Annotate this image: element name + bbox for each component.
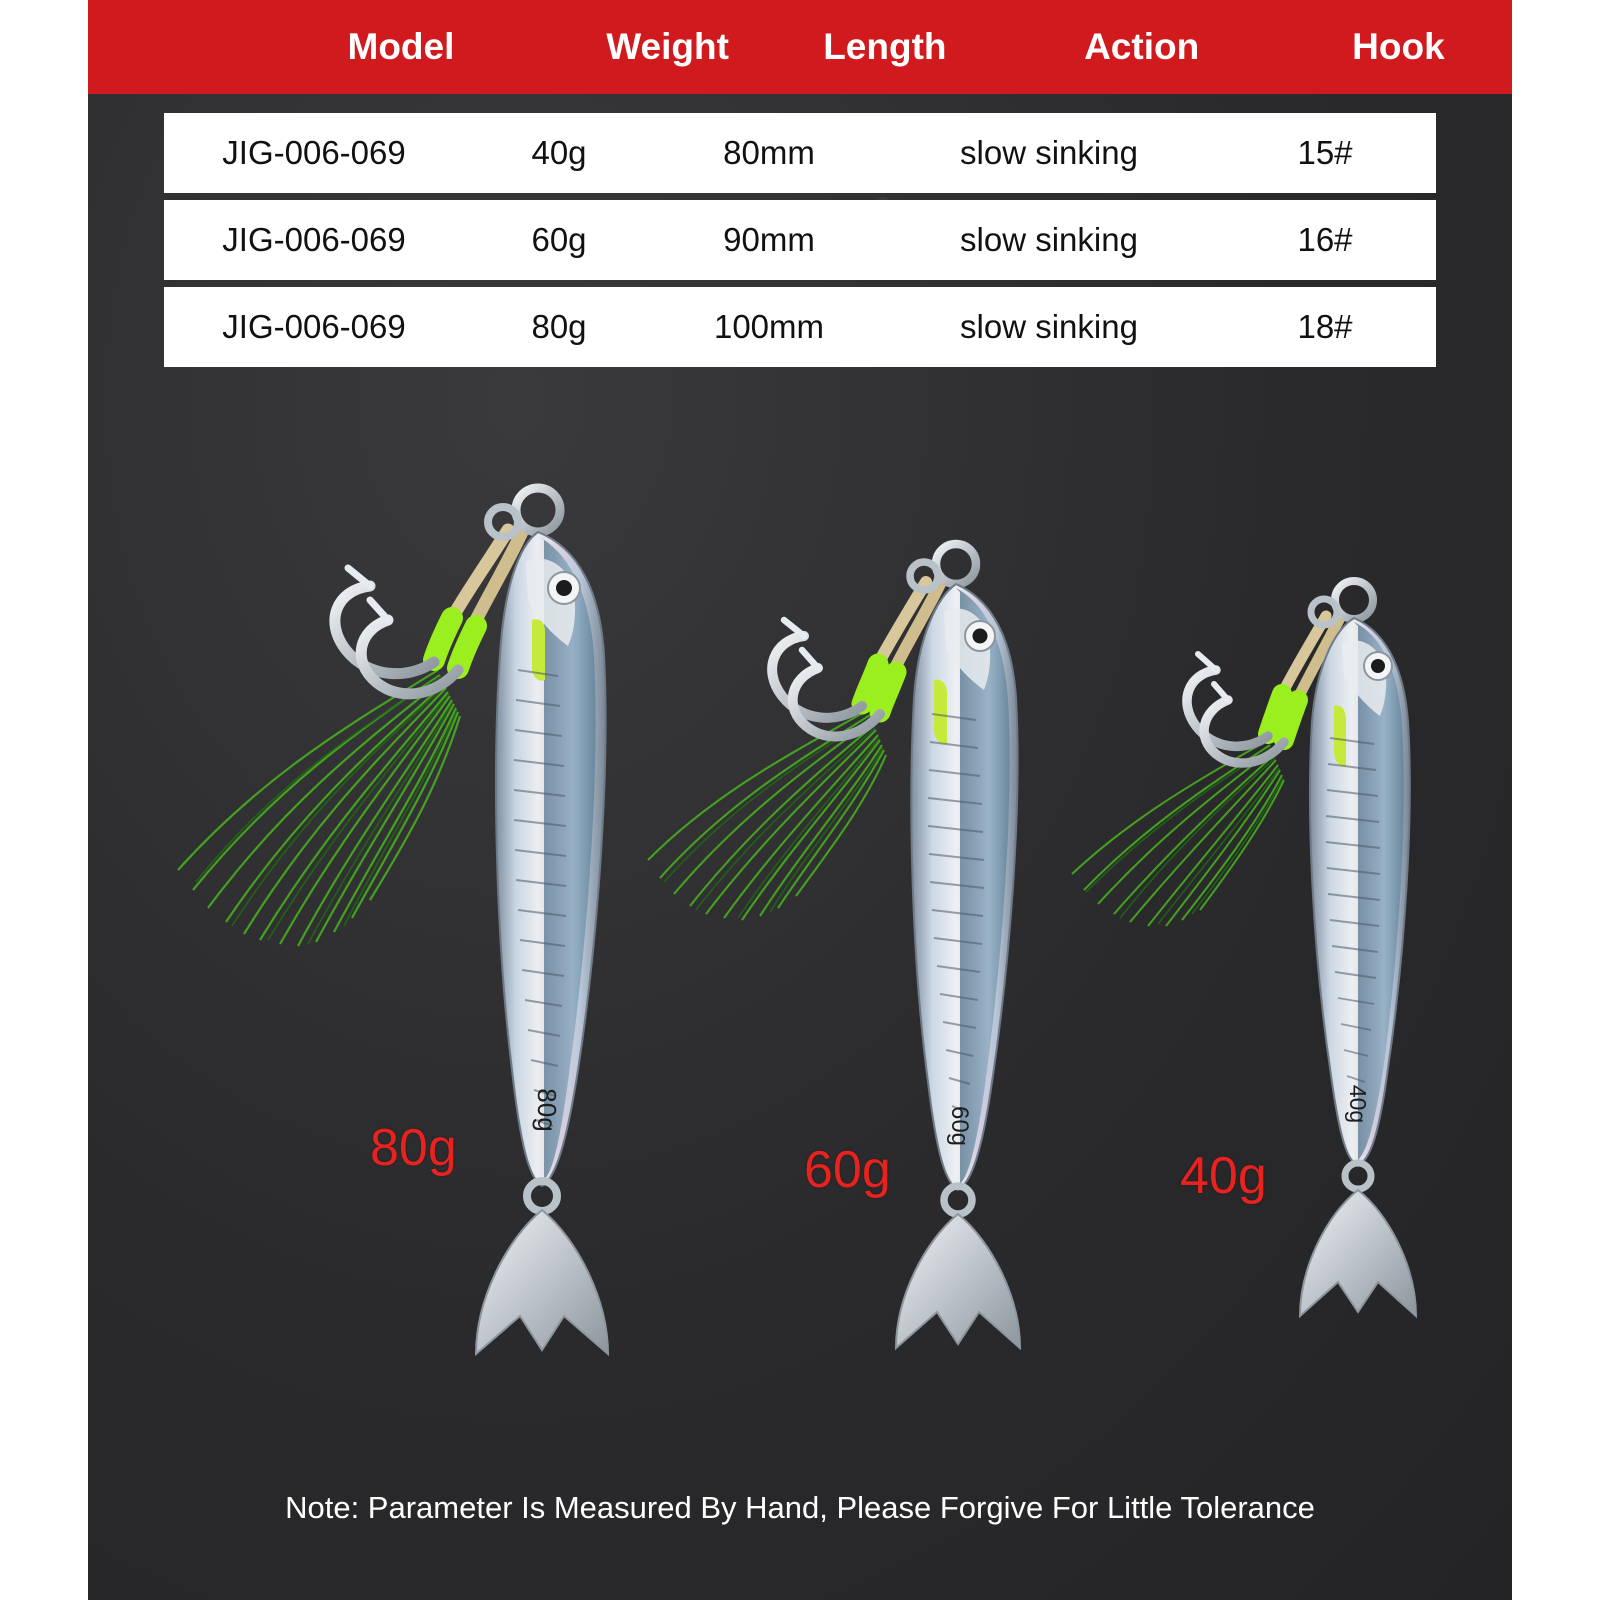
split-ring (516, 488, 560, 532)
body-weight-stamp: 40g (1345, 1084, 1371, 1124)
body-weight-stamp: 80g (532, 1088, 562, 1132)
cell-model: JIG-006-069 (222, 308, 406, 345)
table-header-hook: Hook (1352, 26, 1445, 67)
cell-weight: 40g (531, 134, 587, 171)
weight-label-60g: 60g (804, 1141, 891, 1199)
table-header-weight: Weight (606, 26, 729, 67)
belly-accent (934, 680, 947, 745)
dark-board (88, 0, 1512, 1600)
cell-weight: 60g (531, 221, 587, 258)
lure-pupil (1371, 659, 1385, 673)
cell-action: slow sinking (960, 308, 1138, 345)
cell-model: JIG-006-069 (222, 221, 406, 258)
shrink-tube (458, 626, 476, 668)
cell-weight: 80g (531, 308, 587, 345)
shrink-tube (880, 672, 896, 712)
cell-length: 80mm (723, 134, 815, 171)
body-weight-stamp: 60g (946, 1105, 973, 1147)
lure-photo-40g (968, 570, 1468, 1390)
spec-table-header (88, 0, 1512, 94)
cell-action: slow sinking (960, 221, 1138, 258)
cell-length: 100mm (713, 308, 825, 345)
weight-label-80g: 80g (370, 1119, 457, 1177)
table-row (164, 200, 1436, 280)
feather-tuft (648, 710, 886, 920)
cell-length: 90mm (723, 221, 815, 258)
cell-model: JIG-006-069 (222, 134, 406, 171)
tail-blade (1300, 1190, 1416, 1316)
table-header-length: Length (823, 26, 947, 67)
spec-table-body (164, 113, 1436, 374)
cell-hook: 18# (1297, 308, 1353, 345)
cell-action: slow sinking (960, 134, 1138, 171)
table-header-action: Action (1084, 26, 1200, 67)
table-row (164, 113, 1436, 193)
shrink-tube (1284, 700, 1298, 740)
table-header-model: Model (347, 26, 455, 67)
cell-hook: 16# (1297, 221, 1353, 258)
shrink-tube (434, 618, 452, 660)
tolerance-note: Note: Parameter Is Measured By Hand, Please Forgive For Little Tolerance (285, 1490, 1315, 1525)
belly-accent (1334, 706, 1346, 767)
cell-hook: 15# (1297, 134, 1353, 171)
table-row (164, 287, 1436, 367)
weight-label-40g: 40g (1180, 1147, 1267, 1205)
split-ring (1335, 581, 1373, 619)
